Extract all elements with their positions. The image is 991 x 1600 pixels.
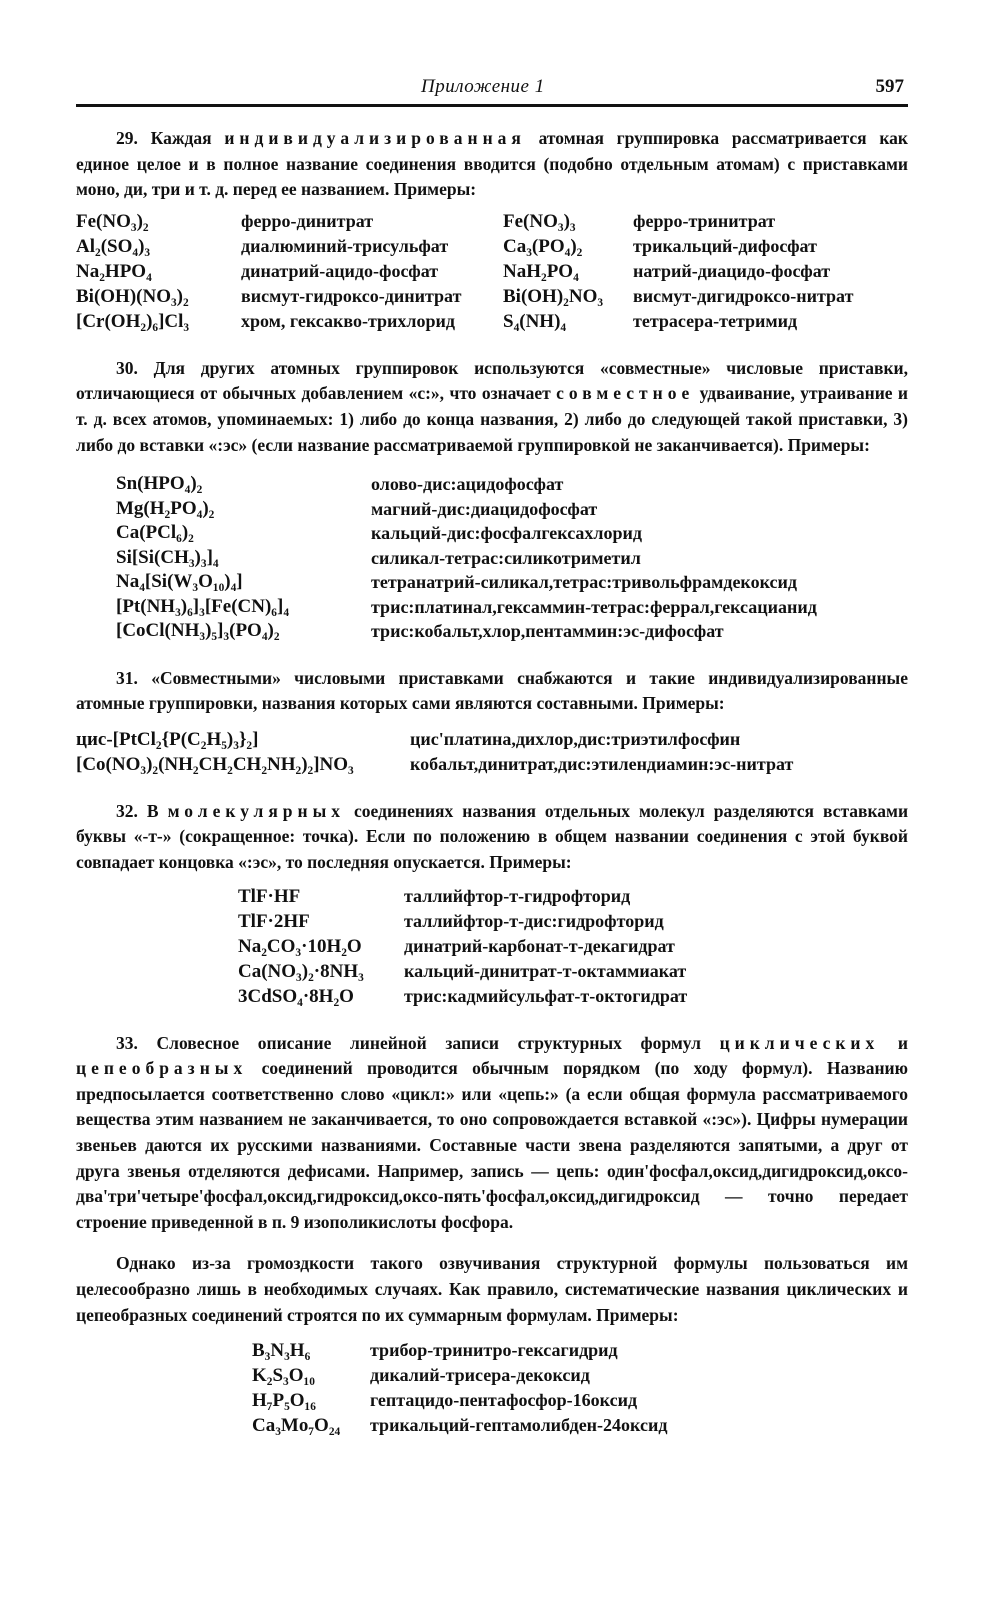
formula: [Cr(OH₂)₆]Cl₃ bbox=[76, 310, 190, 332]
formula: NaH₂PO₄ bbox=[503, 260, 579, 282]
section-33-examples bbox=[76, 1338, 908, 1438]
formula: Sn(HPO₄)₂ bbox=[116, 473, 203, 495]
compound-name: трис:кобальт,хлор,пентаммин:эс-дифосфат bbox=[371, 621, 724, 642]
compound-name: таллийфтор-т-дис:гидрофторид bbox=[404, 910, 664, 931]
formula: Fe(NO₃)₂ bbox=[76, 210, 149, 232]
header-rule bbox=[76, 104, 908, 107]
compound-name: ферро-динитрат bbox=[241, 210, 374, 231]
compound-name: кобальт,динитрат,дис:этилендиамин:эс-нитрат bbox=[410, 753, 794, 774]
running-header bbox=[76, 70, 908, 104]
compound-name: динатрий-ацидо-фосфат bbox=[241, 260, 439, 281]
formula: [CoCl(NH₃)₅]₃(PO₄)₂ bbox=[116, 620, 280, 642]
formula: Na₂HPO₄ bbox=[76, 260, 152, 282]
formula: [Co(NO₃)₂(NH₂CH₂CH₂NH₂)₂]NO₃ bbox=[76, 753, 354, 775]
compound-name: трикальций-дифосфат bbox=[633, 235, 817, 256]
compound-name: гептацидо-пентафосфор-16оксид bbox=[370, 1390, 638, 1411]
compound-name: натрий-диацидо-фосфат bbox=[633, 260, 831, 281]
section-30-text: 30. Для других атомных группировок используются «совместные» числовые приставки, отличающиеся от обычных добавлением «с:», что означает совместное удваивание, утраивание и т. д. всех атомов, упоминаемых: 1) либо до конца названия, 2) либо до следующей такой приставки, 3) либо до вставки «:эс» (если название рассматриваемой группировкой не заканчивается). Примеры: bbox=[76, 357, 909, 455]
formula: Ca₃(PO₄)₂ bbox=[503, 235, 583, 257]
running-title: Приложение 1 bbox=[421, 76, 545, 97]
compound-name: дикалий-трисера-декоксид bbox=[370, 1365, 590, 1386]
formula: H₇P₅O₁₆ bbox=[252, 1390, 316, 1412]
formula: Bi(OH)₂NO₃ bbox=[503, 285, 604, 307]
page-number: 597 bbox=[875, 76, 904, 97]
compound-name: висмут-гидроксо-динитрат bbox=[241, 285, 462, 306]
compound-name: кальций-дис:фосфалгексахлорид bbox=[371, 523, 643, 544]
formula: Al₂(SO₄)₃ bbox=[76, 235, 151, 257]
compound-name: хром, гексакво-трихлорид bbox=[241, 310, 455, 331]
section-33-paragraph-2: Однако из-за громоздкости такого озвучивания структурной формулы пользоваться им целесообразно лишь в необходимых случаях. Как правило, систематические названия циклических и цепеобразных соединений строятся по их суммарным формулам. Примеры: bbox=[76, 1253, 908, 1325]
compound-name: висмут-дигидроксо-нитрат bbox=[633, 285, 854, 306]
compound-name: тетрасера-тетримид bbox=[633, 310, 798, 331]
formula: Fe(NO₃)₃ bbox=[503, 210, 576, 232]
formula: Ca(PCl₆)₂ bbox=[116, 522, 194, 544]
compound-name: динатрий-карбонат-т-декагидрат bbox=[404, 935, 675, 956]
section-33-text: 33. Словесное описание линейной записи структурных формул циклических и цепеобразных соединений проводится обычным порядком (по ходу формул). Названию предпосылается соответственно слово «цикл:» или «цепь:» (а если общая формула рассматриваемого вещества этим названием не заканчивается, то оно сопровождается вставкой «:эс»). Цифры нумерации звеньев даются их русскими названиями. Составные части звена разделяются запятыми, а друг от друга звенья отделяются дефисами. Например, запись — цепь: один'фосфал,оксид,дигидроксид,оксо-два'три'четыре'фосфал,оксид,гидроксид,оксо-пять'фосфал,оксид,дигидроксид — точно передает строение приведенной в п. 9 изополикислоты фосфора. bbox=[76, 1032, 909, 1232]
formula: Ca(NO₃)₂·8NH₃ bbox=[238, 960, 364, 982]
section-32-examples bbox=[76, 884, 908, 1009]
page bbox=[76, 70, 908, 1438]
compound-name: ферро-тринитрат bbox=[633, 210, 776, 231]
section-32-text: 32. В молекулярных соединениях названия отдельных молекул разделяются вставками буквы «-т-» (сокращенное: точка). Если по положению в общем названии соединения с этой буквой совпадает концовка «:эс», то последняя опускается. Примеры: bbox=[76, 800, 909, 873]
formula: S₄(NH)₄ bbox=[503, 310, 567, 332]
compound-name: магний-дис:диацидофосфат bbox=[371, 498, 598, 519]
formula: B₃N₃H₆ bbox=[252, 1340, 311, 1362]
compound-name: диалюминий-трисульфат bbox=[241, 235, 449, 256]
formula: Na₂CO₃·10H₂O bbox=[238, 935, 362, 957]
compound-name: трикальций-гептамолибден-24оксид bbox=[370, 1415, 668, 1436]
compound-name: цис'платина,дихлор,дис:триэтилфосфин bbox=[410, 728, 741, 749]
formula: Bi(OH)(NO₃)₂ bbox=[76, 285, 189, 307]
formula: TlF·HF bbox=[238, 885, 301, 907]
formula: K₂S₃O₁₀ bbox=[252, 1365, 315, 1387]
formula: Mg(H₂PO₄)₂ bbox=[116, 497, 215, 519]
formula: Na₄[Si(W₃O₁₀)₄] bbox=[116, 571, 243, 593]
section-31-text: 31. «Совместными» числовыми приставками снабжаются и такие индивидуализированные атомные группировки, названия которых сами являются составными. Примеры: bbox=[76, 667, 908, 714]
compound-name: кальций-динитрат-т-октаммиакат bbox=[404, 960, 687, 981]
compound-name: трис:платинал,гексаммин-тетрас:феррал,гексацианид bbox=[371, 596, 817, 617]
compound-name: силикал-тетрас:силикотриметил bbox=[371, 547, 641, 568]
section-29-text: 29. Каждая индивидуализированная атомная группировка рассматривается как единое целое и в полное название соединения вводится (подобно отдельным атомам) с приставками моно, ди, три и т. д. перед ее названием. Примеры: bbox=[76, 128, 909, 200]
formula: Ca₃Mo₇O₂₄ bbox=[252, 1415, 341, 1437]
compound-name: трис:кадмийсульфат-т-октогидрат bbox=[404, 985, 688, 1006]
compound-name: трибор-тринитро-гексагидрид bbox=[370, 1340, 618, 1361]
compound-name: тетранатрий-силикал,тетрас:тривольфрамдекоксид bbox=[371, 572, 797, 593]
section-31-examples bbox=[76, 727, 908, 777]
compound-name: таллийфтор-т-гидрофторид bbox=[404, 885, 631, 906]
formula: [Pt(NH₃)₆]₃[Fe(CN)₆]₄ bbox=[116, 595, 290, 617]
compound-name: олово-дис:ацидофосфат bbox=[371, 474, 564, 495]
formula: TlF·2HF bbox=[238, 910, 310, 932]
formula: 3CdSO₄·8H₂O bbox=[238, 985, 354, 1007]
formula: Si[Si(CH₃)₃]₄ bbox=[116, 546, 219, 568]
formula: цис-[PtCl₂{P(C₂H₅)₃}₂] bbox=[76, 728, 259, 750]
section-29-examples bbox=[76, 209, 908, 334]
section-30-examples bbox=[76, 472, 908, 644]
